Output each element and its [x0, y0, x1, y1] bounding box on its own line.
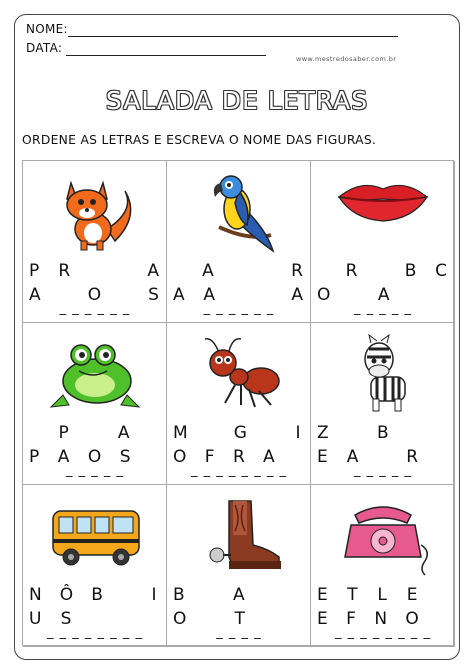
- letter: [149, 423, 159, 443]
- letter: R: [291, 261, 303, 281]
- frog-icon: [45, 333, 145, 415]
- puzzle-grid: [22, 160, 454, 646]
- letters-row-1: [29, 261, 159, 281]
- letter: O: [405, 609, 419, 629]
- puzzle-cell-ant: [167, 323, 311, 485]
- answer-blanks[interactable]: _ _ _ _ _ _: [59, 301, 131, 316]
- answer-blanks[interactable]: _ _ _ _ _: [65, 463, 125, 478]
- letters-row-1: [29, 423, 159, 443]
- letter: S: [60, 609, 72, 629]
- letters-row-1: [29, 585, 159, 605]
- letter: [437, 585, 447, 605]
- letter: E: [317, 609, 328, 629]
- letter: T: [234, 609, 245, 629]
- answer-blanks[interactable]: _ _ _ _ _ _ _ _: [191, 463, 287, 478]
- letter: [233, 261, 243, 281]
- date-input-line[interactable]: [66, 55, 266, 56]
- letter: [118, 261, 128, 281]
- letter: P: [58, 423, 69, 443]
- letter: B: [173, 585, 185, 605]
- letter: [437, 423, 447, 443]
- boot-icon: [189, 495, 289, 577]
- letter: Z: [317, 423, 329, 443]
- lips-icon: [333, 171, 433, 253]
- letter: U: [29, 609, 42, 629]
- letter: I: [151, 585, 157, 605]
- letter: [204, 585, 214, 605]
- letter: A: [263, 447, 275, 467]
- zebra-icon: [333, 333, 433, 415]
- letter: P: [29, 447, 40, 467]
- date-label: DATA:: [26, 41, 63, 55]
- puzzle-cell-frog: [23, 323, 167, 485]
- letter: B: [404, 261, 417, 281]
- letter: O: [87, 285, 102, 305]
- letter: A: [29, 285, 41, 305]
- letters-row-1: [317, 423, 447, 443]
- letter: C: [435, 261, 447, 281]
- letter: [206, 423, 216, 443]
- letter: E: [406, 585, 418, 605]
- letter: [348, 423, 358, 443]
- letter: A: [173, 285, 185, 305]
- letter: O: [87, 447, 102, 467]
- letter: P: [29, 261, 40, 281]
- letter: F: [204, 447, 215, 467]
- letter: [376, 261, 386, 281]
- letter: S: [119, 447, 131, 467]
- parrot-icon: [189, 171, 289, 253]
- letter: E: [317, 447, 328, 467]
- puzzle-cell-boot: [167, 485, 311, 647]
- puzzle-cell-fox: [23, 161, 167, 323]
- letter: A: [202, 261, 214, 281]
- name-input-line[interactable]: [68, 36, 398, 37]
- website-url: www.mestredosaber.com.br: [296, 55, 397, 63]
- letter: O: [173, 609, 187, 629]
- answer-blanks[interactable]: _ _ _ _ _ _: [203, 301, 275, 316]
- letter: T: [347, 585, 358, 605]
- letter: [264, 585, 274, 605]
- letter: A: [291, 285, 303, 305]
- letters-row-1: [317, 585, 447, 605]
- bus-icon: [45, 495, 145, 577]
- telephone-icon: [333, 495, 433, 577]
- letter: I: [295, 423, 301, 443]
- letter: A: [203, 285, 216, 305]
- letter: B: [376, 423, 389, 443]
- letter: A: [377, 285, 390, 305]
- letter: A: [147, 261, 159, 281]
- puzzle-cell-lips: [311, 161, 455, 323]
- letter: [88, 423, 98, 443]
- letter: [293, 585, 303, 605]
- letter: N: [29, 585, 42, 605]
- puzzle-cell-parrot: [167, 161, 311, 323]
- letter: [265, 423, 275, 443]
- letter: [408, 423, 418, 443]
- instruction-text: ORDENE AS LETRAS E ESCREVA O NOME DAS FIGURAS.: [22, 133, 377, 147]
- letter: F: [346, 609, 356, 629]
- letter: R: [345, 261, 358, 281]
- letter: [262, 261, 272, 281]
- letter: A: [346, 447, 359, 467]
- letter: A: [233, 585, 245, 605]
- letter: B: [91, 585, 103, 605]
- letter: G: [233, 423, 247, 443]
- page-title: SALADA DE LETRAS: [105, 86, 369, 115]
- ant-icon: [189, 333, 289, 415]
- letter: R: [58, 261, 71, 281]
- letters-row-1: [317, 261, 447, 281]
- letters-row-1: [173, 261, 303, 281]
- answer-blanks[interactable]: _ _ _ _ _: [353, 301, 413, 316]
- letter: [89, 261, 99, 281]
- letter: [173, 261, 183, 281]
- name-label: NOME:: [26, 22, 68, 36]
- answer-blanks[interactable]: _ _ _ _ _: [353, 463, 413, 478]
- letter: Ô: [59, 585, 74, 605]
- answer-blanks[interactable]: _ _ _ _ _ _ _ _: [47, 625, 143, 640]
- puzzle-cell-zebra: [311, 323, 455, 485]
- letter: L: [377, 585, 387, 605]
- letter: E: [317, 585, 328, 605]
- fox-icon: [45, 171, 145, 253]
- puzzle-cell-bus: [23, 485, 167, 647]
- letter: O: [317, 285, 331, 305]
- answer-blanks[interactable]: _ _ _ _: [216, 625, 262, 640]
- letter: [121, 585, 131, 605]
- letter: S: [148, 285, 159, 305]
- letter: A: [117, 423, 130, 443]
- letters-row-1: [173, 585, 303, 605]
- letter: [29, 423, 39, 443]
- letter: N: [374, 609, 388, 629]
- letters-row-1: [173, 423, 303, 443]
- letter: A: [57, 447, 70, 467]
- letter: M: [173, 423, 188, 443]
- letter: R: [406, 447, 419, 467]
- puzzle-cell-telephone: [311, 485, 455, 647]
- answer-blanks[interactable]: _ _ _ _ _ _ _ _: [335, 625, 431, 640]
- letter: R: [232, 447, 245, 467]
- letter: [317, 261, 327, 281]
- letter: O: [173, 447, 187, 467]
